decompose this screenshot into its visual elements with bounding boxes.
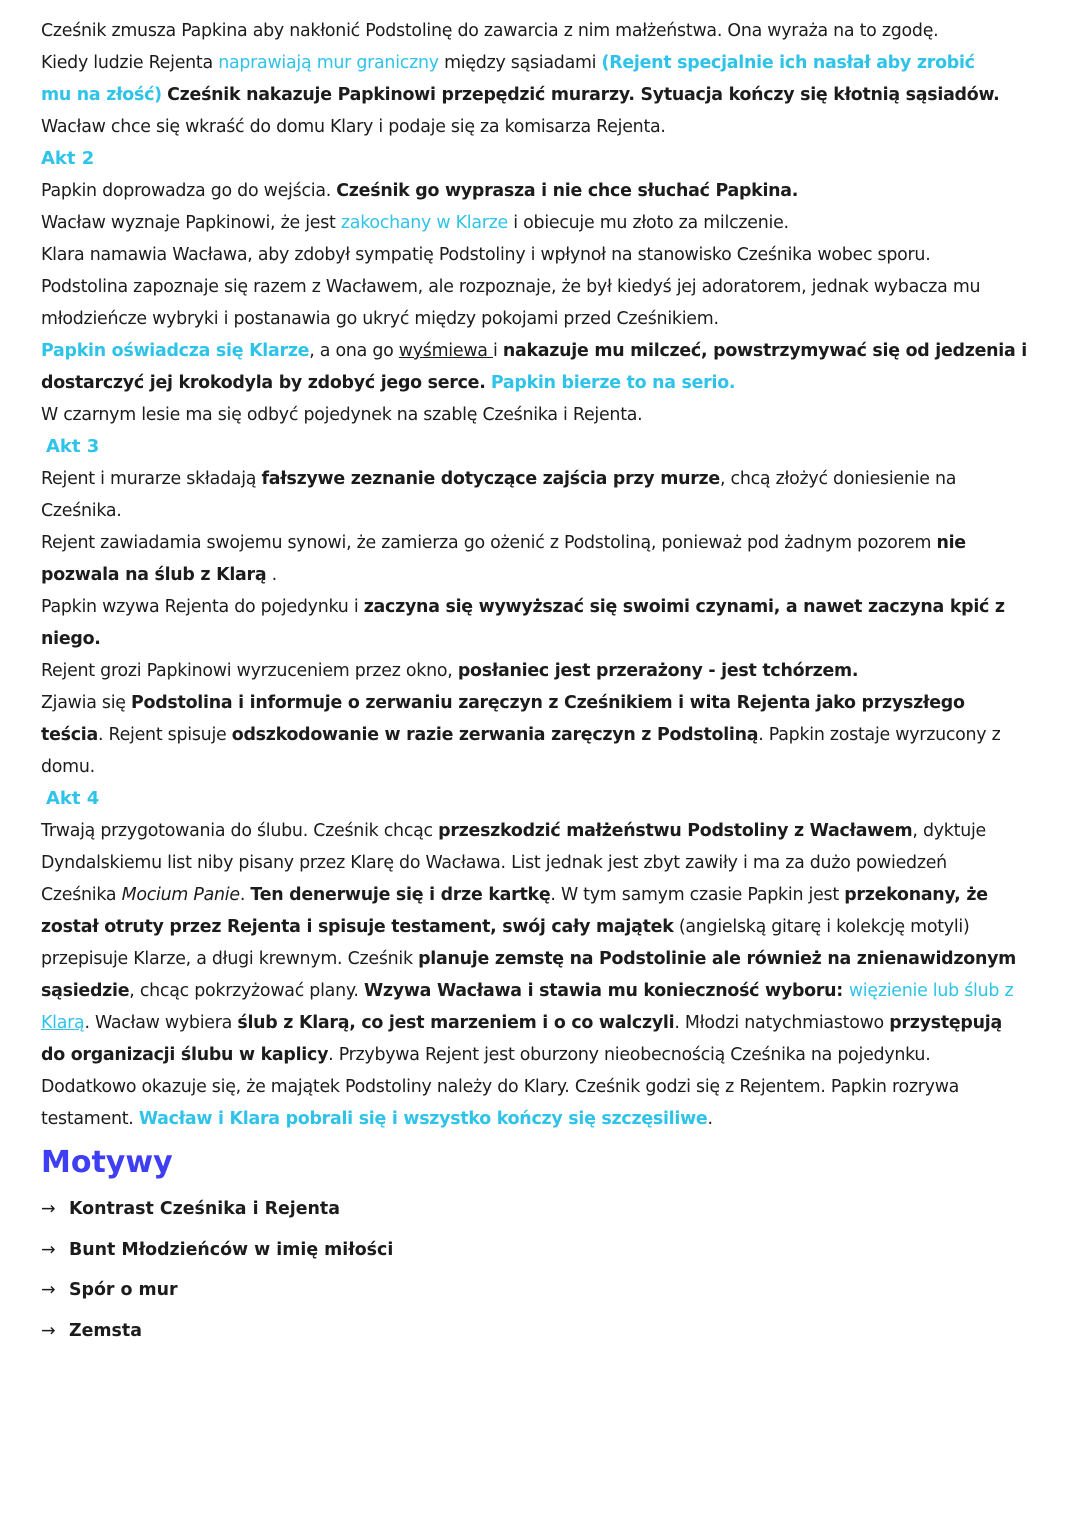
text-line: Trwają przygotowania do ślubu. Cześnik chcąc przeszkodzić małżeństwu Podstoliny z Wacławem, dyktuje: [41, 821, 987, 841]
text-line: sąsiedzie, chcąc pokrzyżować plany. Wzywa Wacława i stawia mu konieczność wyboru: więzienie lub ślub z: [41, 981, 1014, 1001]
text-line: [41, 79, 1066, 111]
text-line: Wacław chce się wkraść do domu Klary i podaje się za komisarza Rejenta.: [41, 117, 666, 137]
bold-text: odszkodowanie w razie zerwania zaręczyn z Podstoliną: [231, 725, 759, 745]
bold-text: planuje zemstę na Podstolinie ale również na znienawidzonym: [418, 949, 1017, 969]
list-item: → Kontrast Cześnika i Rejenta: [41, 1189, 1066, 1230]
text-line: Dyndalskiemu list niby pisany przez Klarę do Wacława. List jednak jest zbyt zawiły i ma za dużo powiedzeń: [41, 853, 947, 873]
bold-text: dostarczyć jej krokodyla by zdobyć jego serce.: [41, 373, 486, 393]
text-line: pozwala na ślub z Klarą .: [41, 565, 277, 585]
text-line: do organizacji ślubu w kaplicy. Przybywa Rejent jest oburzony nieobecnością Cześnika na pojedynku.: [41, 1045, 931, 1065]
text-line: dostarczyć jej krokodyla by zdobyć jego serce. Papkin bierze to na serio.: [41, 373, 736, 393]
text-line: domu.: [41, 757, 95, 777]
text-line: W czarnym lesie ma się odbyć pojedynek na szablę Cześnika i Rejenta.: [41, 405, 643, 425]
arrow-right-icon: →: [41, 1280, 56, 1300]
text-line: Rejent grozi Papkinowi wyrzuceniem przez okno, posłaniec jest przerażony - jest tchórzem.: [41, 661, 859, 681]
text-line: Klara namawia Wacława, aby zdobył sympatię Podstoliny i wpłynoł na stanowisko Cześnika wobec sporu.: [41, 245, 931, 265]
bold-text: przystępują: [889, 1013, 1002, 1033]
text-line: testament. Wacław i Klara pobrali się i wszystko kończy się szczęsiliwe.: [41, 1109, 713, 1129]
bold-text: sąsiedzie: [41, 981, 130, 1001]
highlight-text: zakochany w Klarze: [340, 213, 508, 233]
bold-text: został otruty przez Rejenta i spisuje testament, swój cały majątek: [41, 917, 674, 937]
bold-text: teścia: [41, 725, 98, 745]
motifs-heading: Motywy: [41, 1145, 173, 1180]
bold-text: pozwala na ślub z Klarą: [41, 565, 267, 585]
highlight-text: Papkin oświadcza się Klarze: [41, 341, 310, 361]
italic-text: Mocium Panie: [121, 885, 240, 905]
bold-text: przekonany, że: [844, 885, 988, 905]
bold-text: ślub z Klarą, co jest marzeniem i o co walczyli: [237, 1013, 675, 1033]
bold-text: niego: [41, 629, 95, 649]
act-4-heading: Akt 4: [46, 788, 100, 809]
underlined-text: wyśmiewa: [398, 341, 493, 361]
highlight-text: Wacław i Klara pobrali się i wszystko kończy się szczęsiliwe: [138, 1109, 708, 1129]
text-line: młodzieńcze wybryki i postanawia go ukryć między pokojami przed Cześnikiem.: [41, 309, 719, 329]
text-line: Podstolina zapoznaje się razem z Wacławem, ale rozpoznaje, że był kiedyś jej adoratorem, jednak wybacza mu: [41, 277, 981, 297]
bold-text: nakazuje mu milczeć, powstrzymywać się od jedzenia i: [502, 341, 1028, 361]
bold-text: Cześnik nakazuje Papkinowi przepędzić murarzy. Sytuacja kończy się kłotnią sąsiadów.: [167, 85, 1000, 105]
bold-text: nie: [936, 533, 966, 553]
motifs-list: [41, 1189, 1066, 1351]
list-item: → Bunt Młodzieńców w imię miłości: [41, 1230, 1066, 1271]
text-line: Wacław wyznaje Papkinowi, że jest zakochany w Klarze i obiecuje mu złoto za milczenie.: [41, 213, 789, 233]
text-line: Cześnik zmusza Papkina aby nakłonić Podstolinę do zawarcia z nim małżeństwa. Ona wyraża na to zgodę.: [41, 21, 939, 41]
highlight-text: więzienie lub ślub z: [848, 981, 1014, 1001]
arrow-right-icon: →: [41, 1239, 56, 1260]
list-item: → Spór o mur: [41, 1270, 1066, 1311]
document-page: [41, 15, 1066, 1351]
text-line: Papkin doprowadza go do wejścia. Cześnik go wyprasza i nie chce słuchać Papkina.: [41, 181, 799, 201]
text-line: niego.: [41, 629, 101, 649]
text-line: Dodatkowo okazuje się, że majątek Podstoliny należy do Klary. Cześnik godzi się z Rejentem. Papkin rozrywa: [41, 1077, 960, 1097]
highlight-text: (Rejent specjalnie ich nasłał aby zrobić: [601, 53, 975, 73]
highlight-text: Klarą: [41, 1013, 85, 1033]
text-line: Rejent zawiadamia swojemu synowi, że zamierza go ożenić z Podstoliną, ponieważ pod żadnym pozorem nie: [41, 533, 966, 553]
text-line: Cześnika Mocium Panie. Ten denerwuje się i drze kartkę. W tym samym czasie Papkin jest przekonany, że: [41, 885, 988, 905]
list-item: → Zemsta: [41, 1311, 1066, 1352]
bold-text: Cześnik go wyprasza i nie chce słuchać Papkina.: [336, 181, 799, 201]
bold-text: fałszywe zeznanie dotyczące zajścia przy murze: [261, 469, 720, 489]
text-line: Klarą. Wacław wybiera ślub z Klarą, co jest marzeniem i o co walczyli. Młodzi natychmiastowo przystępują: [41, 1013, 1002, 1033]
bold-text: przeszkodzić małżeństwu Podstoliny z Wacławem: [438, 821, 913, 841]
text-line: Papkin wzywa Rejenta do pojedynku i zaczyna się wywyższać się swoimi czynami, a nawet zaczyna kpić z: [41, 597, 1005, 617]
bold-text: posłaniec jest przerażony - jest tchórzem: [457, 661, 852, 681]
arrow-right-icon: →: [41, 1199, 56, 1219]
text-line: Cześnika.: [41, 501, 122, 521]
arrow-right-icon: →: [41, 1320, 56, 1341]
highlight-text: naprawiają mur graniczny: [218, 53, 439, 73]
bold-text: do organizacji ślubu w kaplicy: [41, 1045, 329, 1065]
bold-text: Ten denerwuje się i drze kartkę: [250, 885, 551, 905]
text-line: Rejent i murarze składają fałszywe zeznanie dotyczące zajścia przy murze, chcą złożyć doniesienie na: [41, 469, 957, 489]
bold-text: Podstolina i informuje o zerwaniu zaręczyn z Cześnikiem i wita Rejenta jako przyszłego: [131, 693, 965, 713]
text-line: Kiedy ludzie Rejenta naprawiają mur graniczny między sąsiadami (Rejent specjalnie ich nasłał aby zrobić: [41, 53, 975, 73]
act-3-heading: Akt 3: [46, 436, 100, 457]
text-line: przepisuje Klarze, a długi krewnym. Cześnik planuje zemstę na Podstolinie ale również na znienawidzonym: [41, 949, 1017, 969]
text-line: Papkin oświadcza się Klarze, a ona go wyśmiewa i nakazuje mu milczeć, powstrzymywać się od jedzenia i: [41, 341, 1028, 361]
highlight-text: mu na złość): [41, 85, 162, 105]
text-line: został otruty przez Rejenta i spisuje testament, swój cały majątek (angielską gitarę i kolekcję motyli): [41, 917, 970, 937]
highlight-text: Papkin bierze to na serio: [490, 373, 729, 393]
act-2-heading: Akt 2: [41, 148, 95, 169]
text-line: teścia. Rejent spisuje odszkodowanie w razie zerwania zaręczyn z Podstoliną. Papkin zostaje wyrzucony z: [41, 725, 1001, 745]
bold-text: Wzywa Wacława i stawia mu konieczność wyboru:: [363, 981, 849, 1001]
text-line: Zjawia się Podstolina i informuje o zerwaniu zaręczyn z Cześnikiem i wita Rejenta jako przyszłego: [41, 693, 965, 713]
bold-text: zaczyna się wywyższać się swoimi czynami, a nawet zaczyna kpić z: [363, 597, 1005, 617]
